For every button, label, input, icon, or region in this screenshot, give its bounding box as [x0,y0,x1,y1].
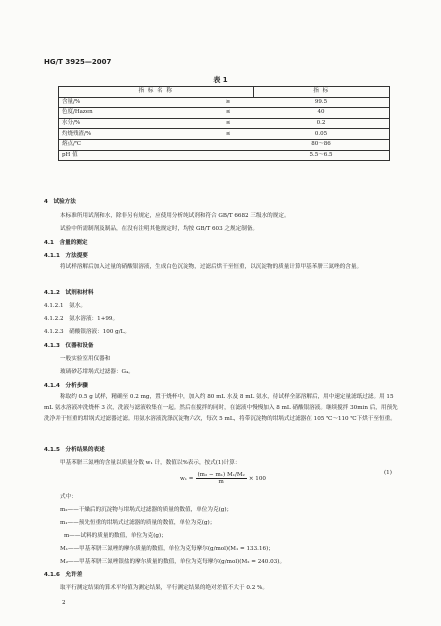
table-row [59,108,390,119]
table-cell-value: 99.5 [253,97,390,108]
section-4-heading: 4 试验方法 [44,199,76,205]
table-cell-operator: ≥ [203,97,253,108]
section-4-1-2-2: 4.1.2.2 氨水溶液：1+99。 [44,316,119,322]
section-4-1-3-heading: 4.1.3 仪器和设备 [44,343,94,349]
table-cell-name: 含量/% [59,97,204,108]
table-cell-name: 灼烧残渣/% [59,129,204,140]
table-row [59,97,390,108]
table-row [59,139,390,150]
table-cell-operator: ≤ [203,129,253,140]
table-header-name: 指 标 名 称 [59,87,254,98]
section-4-1-2-1: 4.1.2.1 氨水。 [44,303,86,309]
formula-1 [180,472,266,485]
table-header-row [59,87,390,98]
table-cell-value: 0.05 [253,129,390,140]
section-4-1-4-heading: 4.1.4 分析步骤 [44,383,88,389]
section-4-1-4-paragraph: 称取约 0.5 g 试样，精确至 0.2 mg，置于烧杯中，加入约 80 mL 水及 8 mL 氨水，待试样全部溶解后，用中速定量滤纸过滤。用 15 mL 氨水溶液冲洗烧杯 3 次，洗液与滤液收集在一起。然后在搅拌的同时，在滤液中慢慢加入 8 mL 硝酸银溶液。继续搅拌 30min 后，用预先洗净并于恒重的坩埚式过滤器过滤。用氨水溶液洗涤沉淀物六次，每次 5 mL，将带沉淀物的坩埚式过滤器在 105 ℃～110 ℃下烘干至恒重。 [44,394,398,422]
section-4-1-6-heading: 4.1.6 允许差 [44,572,83,578]
table-row [59,150,390,161]
table-cell-name: 水分/% [59,118,204,129]
where-label: 式中： [60,494,77,500]
table-cell-value: 5.5～6.5 [253,150,390,161]
definition-M1: M₁——甲基苯胼三氮唑的摩尔质量的数值，单位为克每摩尔(g/mol)(M₁ = 133.16)； [60,546,274,552]
spec-table [58,86,390,161]
table-cell-value: 0.2 [253,118,390,129]
table-cell-name: pH 值 [59,150,204,161]
formula-tail: × 100 [248,475,266,482]
table-cell-operator [203,150,253,161]
section-4-1-5-heading: 4.1.5 分析结果的表述 [44,447,105,453]
section-4-1-1-heading: 4.1.1 方法提要 [44,253,88,259]
section-4-1-6-paragraph: 取平行测定结果的算术平均值为测定结果，平行测定结果的绝对差值不大于 0.2 %。 [60,585,268,591]
definition-m1: m₁——预先恒重的坩埚式过滤器的质量的数值，单位为克(g)； [60,520,216,526]
section-4-paragraph-2: 试验中所需制剂及制品，在没有注明其他规定时，均按 GB/T 603 之规定制备。 [60,226,259,232]
definition-m: m——试料的质量的数值，单位为克(g)； [64,533,167,539]
section-4-1-3-line-2: 玻璃砂芯坩埚式过滤器：G₄。 [60,369,134,375]
table-cell-operator [203,139,253,150]
table-cell-name: 色度/Hazen [59,108,204,119]
section-4-1-1-paragraph: 将试样溶解后加入过量的硝酸银溶液，生成白色沉淀物，过滤后烘干至恒重，以沉淀物的质量计算甲基苯胼三氮唑的含量。 [60,264,363,270]
table-title: 表 1 [213,76,228,84]
definition-M2: M₂——甲基苯胼三氮唑银盐的摩尔质量的数值，单位为克每摩尔(g/mol)(M₂ = 240.03)。 [60,559,286,565]
table-cell-value: 80～86 [253,139,390,150]
formula-numerator: (m₂ − m₁) M₁/M₂ [197,472,245,478]
table-cell-name: 熔点/℃ [59,139,204,150]
table-header-value: 指 标 [253,87,390,98]
table-row [59,129,390,140]
table-cell-operator: ≤ [203,108,253,119]
section-4-1-heading: 4.1 含量的测定 [44,240,88,246]
table-cell-operator: ≤ [203,118,253,129]
section-4-1-5-paragraph: 甲基苯胼三氮唑的含量以质量分数 w₁ 计，数值以%表示，按式(1)计算： [60,460,241,466]
section-4-paragraph-1: 本标准所用试剂和水，除非另有规定，应使用分析纯试剂和符合 GB/T 6682 三级水的规定。 [60,213,290,219]
table-row [59,118,390,129]
section-4-1-2-3: 4.1.2.3 硝酸银溶液：100 g/L。 [44,329,130,335]
page-number: 2 [62,600,66,606]
standard-number-header: HG/T 3925—2007 [44,58,112,66]
section-4-1-3-line-1: 一般实验室用仪器和 [60,356,111,362]
formula-denominator: m [218,479,224,485]
definition-m2: m₂——干燥后的沉淀物与坩埚式过滤器的质量的数值，单位为克(g)； [60,507,233,513]
table-cell-value: 40 [253,108,390,119]
section-4-1-2-heading: 4.1.2 试剂和材料 [44,290,94,296]
formula-lhs: w₁ = [180,475,194,482]
formula-fraction [196,472,247,485]
formula-number: (1) [384,470,392,476]
